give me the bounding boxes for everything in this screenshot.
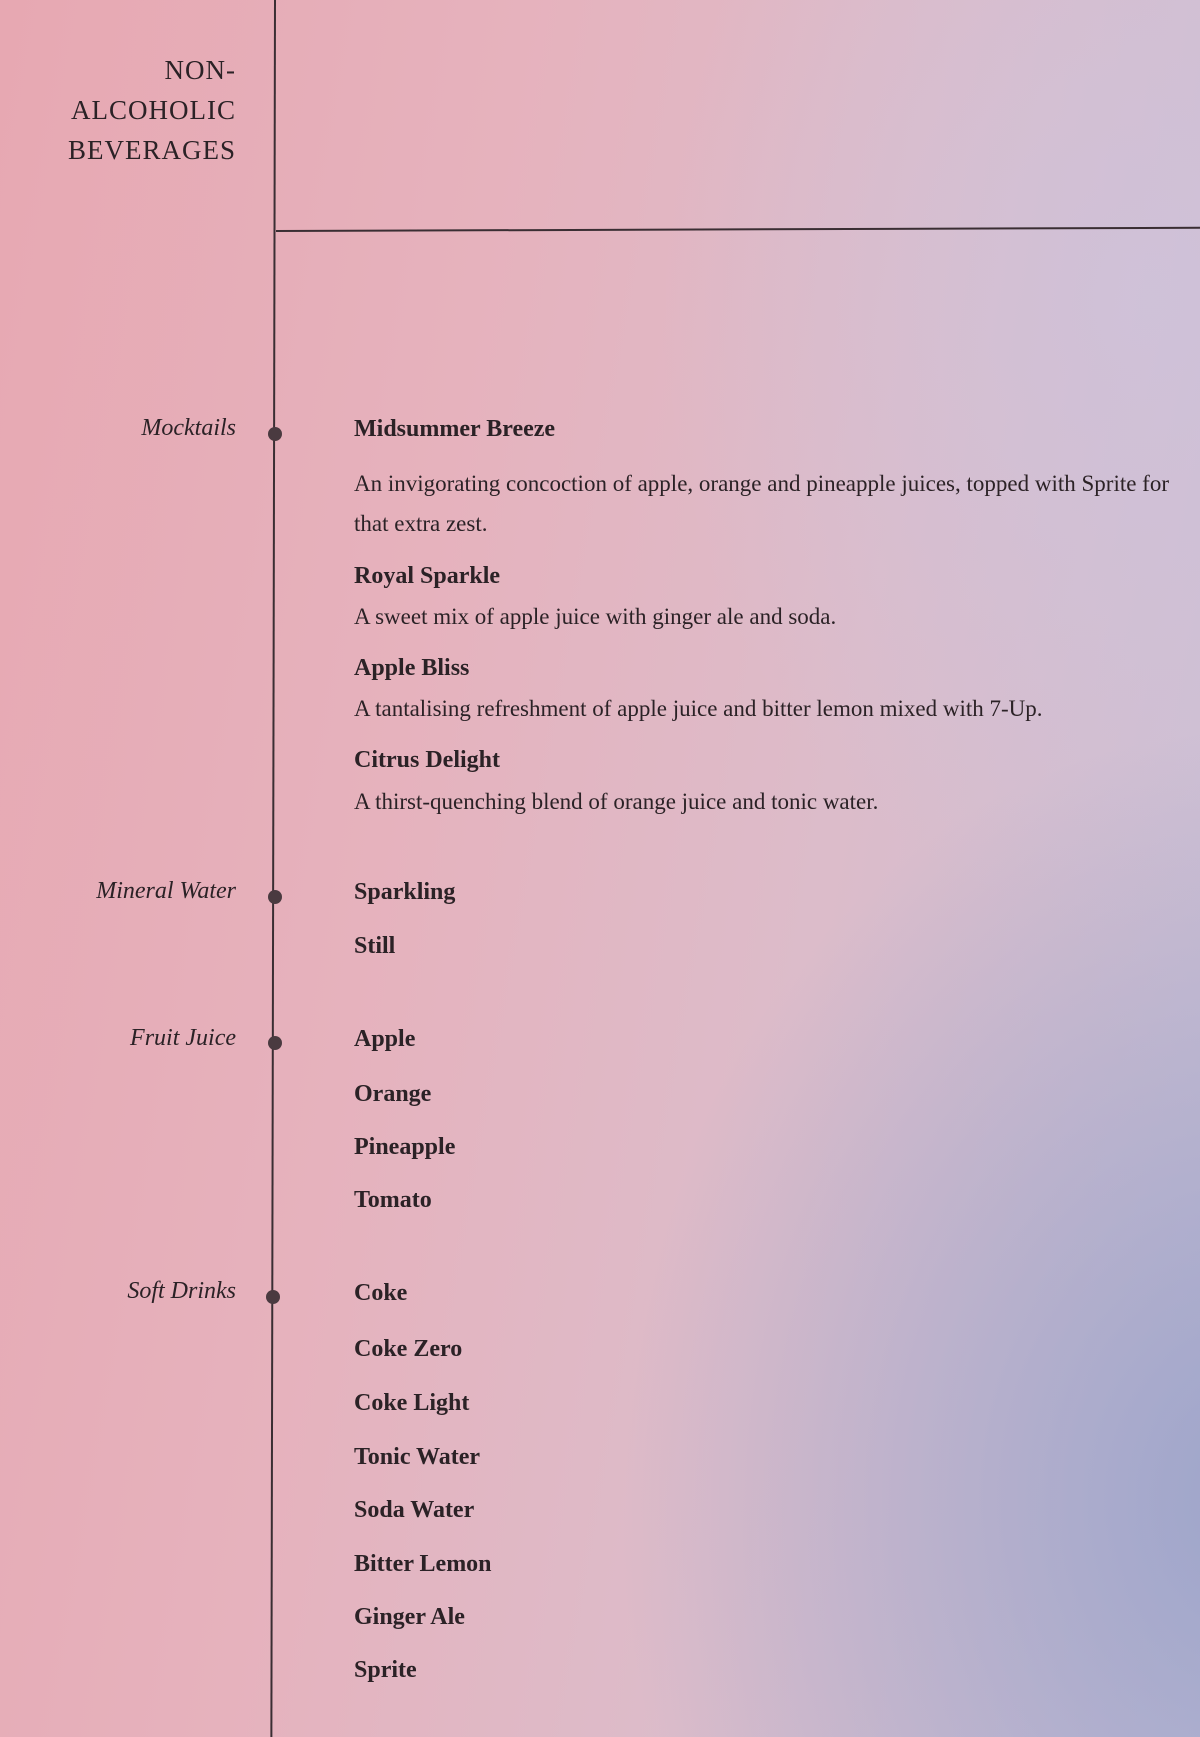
mocktail-description: A thirst-quenching blend of orange juice and tonic water. <box>354 789 879 814</box>
section-label-fruit-juice: Fruit Juice <box>130 1025 236 1051</box>
mineral-water-item: Still <box>354 933 396 959</box>
section-label-mineral-water: Mineral Water <box>96 878 236 904</box>
soft-drink-item: Ginger Ale <box>354 1604 465 1630</box>
section-marker-dot <box>268 427 282 441</box>
title-line-2: ALCOHOLIC <box>71 95 236 125</box>
mocktail-description: An invigorating concoction of apple, orange and pineapple juices, topped with Sprite for that extra zest. <box>354 471 1169 536</box>
soft-drink-item: Soda Water <box>354 1497 475 1523</box>
fruit-juice-item: Apple <box>354 1026 416 1052</box>
fruit-juice-item: Pineapple <box>354 1134 456 1160</box>
soft-drink-item: Coke Zero <box>354 1336 463 1362</box>
mocktail-description: A tantalising refreshment of apple juice and bitter lemon mixed with 7-Up. <box>354 696 1043 721</box>
fruit-juice-item: Tomato <box>354 1187 432 1213</box>
title-line-3: BEVERAGES <box>67 135 236 165</box>
section-label-soft-drinks: Soft Drinks <box>127 1278 236 1304</box>
timeline-vertical-rule <box>270 0 276 1737</box>
page-title <box>68 50 236 170</box>
section-marker-dot <box>268 890 282 904</box>
title-line-1: NON- <box>164 55 236 85</box>
soft-drink-item: Coke <box>354 1280 408 1306</box>
mineral-water-item: Sparkling <box>354 879 456 905</box>
soft-drink-item: Coke Light <box>354 1390 470 1416</box>
mocktail-name: Midsummer Breeze <box>354 416 556 442</box>
mocktail-name: Royal Sparkle <box>354 563 501 589</box>
section-marker-dot <box>268 1036 282 1050</box>
soft-drink-item: Tonic Water <box>354 1444 481 1470</box>
section-marker-dot <box>266 1290 280 1304</box>
soft-drink-item: Bitter Lemon <box>354 1551 492 1577</box>
section-label-mocktails: Mocktails <box>141 415 236 441</box>
header-horizontal-rule <box>276 227 1200 232</box>
mocktail-name: Apple Bliss <box>354 655 470 681</box>
mocktail-name: Citrus Delight <box>354 747 500 773</box>
fruit-juice-item: Orange <box>354 1081 432 1107</box>
soft-drink-item: Sprite <box>354 1657 417 1683</box>
mocktail-description: A sweet mix of apple juice with ginger ale and soda. <box>354 604 837 629</box>
